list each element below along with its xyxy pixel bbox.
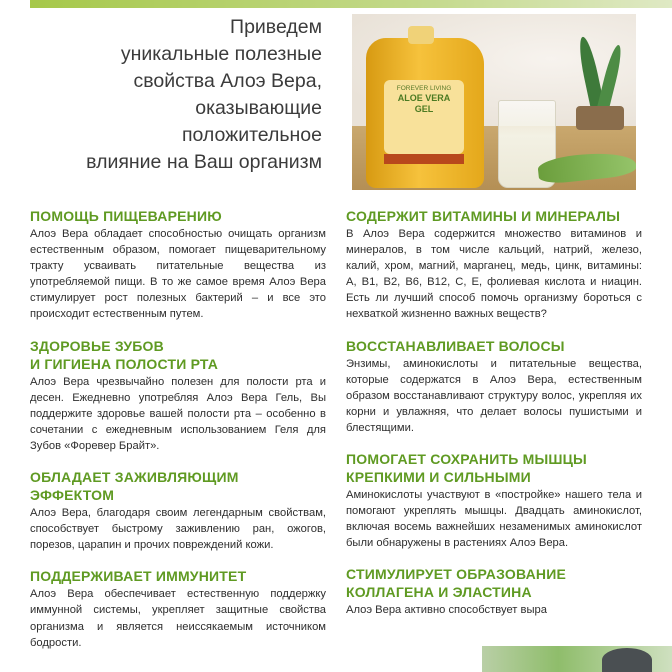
- section-text: В Алоэ Вера содержится множество витаминов и минералов, в том числе кальций, натрий, железо, калий, хром, магний, марганец, медь, цинк, витамины: А, В1, В2, В6, В12, С, Е, фолиевая кислота и ниацин. Есть ли лучший способ помочь организму бороться с нехваткой жизненно важных веществ?: [346, 228, 642, 321]
- section-text: Алоэ Вера обеспечивает естественную поддержку иммунной системы, укрепляет защитные свойства организма и является неиссякаемым источником бодрости.: [30, 588, 326, 649]
- benefit-immunity: [30, 567, 326, 650]
- section-title: ПОДДЕРЖИВАЕТ ИММУНИТЕТ: [30, 568, 247, 585]
- plant-pot: [576, 106, 624, 130]
- benefit-healing: [30, 468, 326, 553]
- benefit-hair: [346, 337, 642, 436]
- benefit-digestion: [30, 207, 326, 323]
- right-column: [346, 207, 642, 633]
- bottle-label-band: [384, 154, 464, 164]
- section-text: Алоэ Вера, благодаря своим легендарным свойствам, способствует быстрому заживлению ран, ожогов, порезов, царапин и прочих повреждений кожи.: [30, 507, 326, 552]
- section-text: Аминокислоты участвуют в «постройке» нашего тела и помогают укреплять мышцы. Двадцать аминокислот, включая восемь важнейших незаменимых аминокислот были обнаружены в растениях Алоэ Вера.: [346, 489, 642, 550]
- bottle-label-product: ALOE VERA: [397, 93, 451, 103]
- section-text: Алоэ Вера чрезвычайно полезен для полости рта и десен. Ежедневно употребляя Алоэ Вера Гель, Вы поддержите здоровье вашей полости рта – особенно в сочетании с ежедневным использованием Геля для Зубов «Форевер Брайт».: [30, 375, 326, 452]
- section-text: Энзимы, аминокислоты и питательные вещества, которые содержатся в Алоэ Вера, естественным образом восстанавливают структуру волос, укрепляя их корни и увлажняя, что делает волосы пушистыми и блестящими.: [346, 357, 642, 434]
- left-column: [30, 207, 326, 665]
- top-accent-bar: [30, 0, 672, 8]
- section-title: СТИМУЛИРУЕТ ОБРАЗОВАНИЕ КОЛЛАГЕНА И ЭЛАСТИНА: [346, 566, 567, 601]
- section-title: ЗДОРОВЬЕ ЗУБОВ И ГИГИЕНА ПОЛОСТИ РТА: [30, 337, 219, 372]
- section-title: ОБЛАДАЕТ ЗАЖИВЛЯЮЩИМ ЭФФЕКТОМ: [30, 469, 239, 504]
- section-text: Алоэ Вера активно способствует выра: [346, 604, 547, 617]
- benefit-muscles: [346, 450, 642, 551]
- bottle-label-product-sub: GEL: [414, 104, 434, 114]
- section-title: ПОМОЩЬ ПИЩЕВАРЕНИЮ: [30, 208, 222, 224]
- bottle-label-brand: FOREVER LIVING: [396, 85, 452, 92]
- bottle-cap: [408, 26, 434, 44]
- section-text: Алоэ Вера обладает способностью очищать организм естественным образом, помогает пищеварительному тракту усваивать питательные вещества из употребляемой пищи. В то же самое время Алоэ Вера стимулирует рост полезных бактерий – и все это происходит естественным путем.: [30, 228, 326, 321]
- bottom-photo-object: [602, 648, 652, 672]
- section-title: СОДЕРЖИТ ВИТАМИНЫ И МИНЕРАЛЫ: [346, 208, 621, 224]
- benefit-collagen: [346, 565, 642, 618]
- section-title: ПОМОГАЕТ СОХРАНИТЬ МЫШЦЫ КРЕПКИМИ И СИЛЬНЫМИ: [346, 451, 587, 486]
- bottom-photo-fragment: [482, 646, 672, 672]
- bottle-label: [384, 80, 464, 154]
- section-title: ВОССТАНАВЛИВАЕТ ВОЛОСЫ: [346, 337, 565, 354]
- benefit-oral-health: [30, 337, 326, 454]
- benefit-vitamins: [346, 207, 642, 323]
- product-photo: [352, 14, 636, 190]
- page-headline: Приведем уникальные полезные свойства Алоэ Вера, оказывающие положительное влияние на Ваш организм: [86, 16, 322, 173]
